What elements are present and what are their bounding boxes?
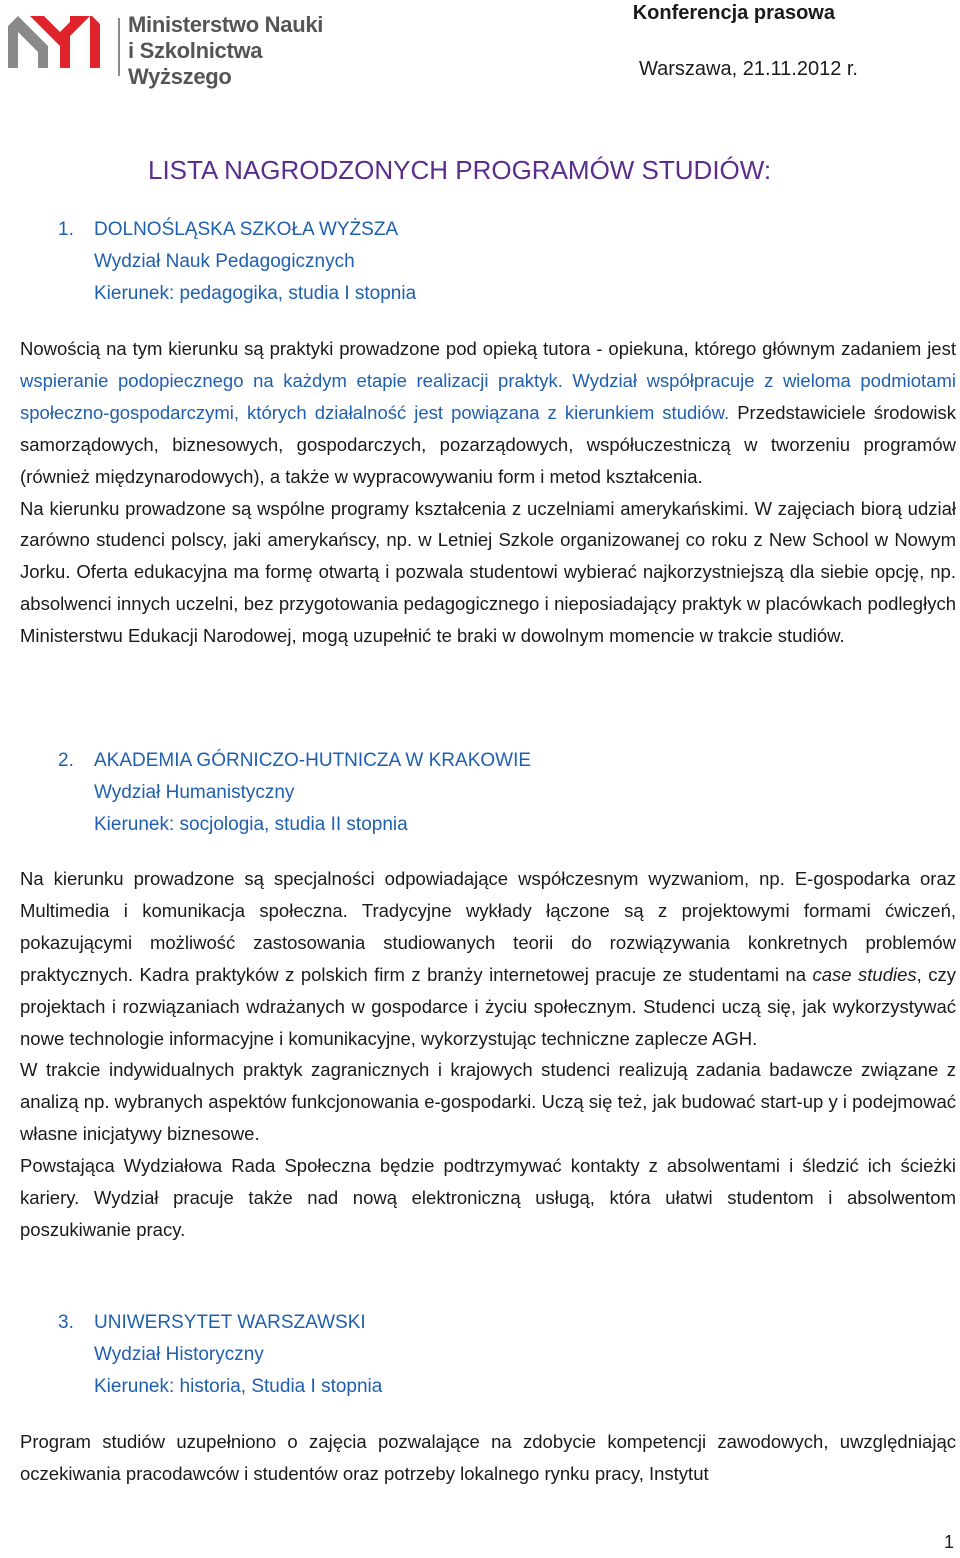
paragraph-text: Przedstawiciele środowisk samorządowych, biznesowych, gospodarczych, pozarządowych, współuczestniczą w tworzeniu programów (również międzynarodowych), a także w wypracowywaniu form i metod kształcenia. (20, 401, 957, 487)
document-title: LISTA NAGRODZONYCH PROGRAMÓW STUDIÓW: (148, 155, 772, 185)
program-heading-3 (58, 1307, 382, 1403)
university-name: AKADEMIA GÓRNICZO-HUTNICZA W KRAKOWIE (94, 750, 532, 771)
press-date: Warszawa, 21.11.2012 r. (638, 58, 858, 80)
paragraph-italic: case studies (812, 963, 917, 985)
program-heading-2 (58, 745, 531, 841)
logo-line-1: Ministerstwo Nauki (128, 12, 324, 37)
press-title: Konferencja prasowa (632, 2, 835, 24)
paragraph-text-blue: wspieranie podopiecznego na każdym etapie realizacji praktyk. Wydział współpracuje z wieloma podmiotami społeczno-gospodarczymi, których działalność jest powiązana z kierunkiem studiów. (20, 369, 956, 423)
logo-separator (118, 18, 120, 76)
logo-line-2: i Szkolnictwa Wyższego (128, 38, 263, 89)
ministry-logo-icon (8, 16, 108, 68)
paragraph-text: Nowością na tym kierunku są praktyki prowadzone pod opieką tutora - opiekuna, którego głównym zadaniem jest (20, 338, 956, 359)
program-number: 2. (58, 750, 74, 771)
paragraph-text: Na kierunku prowadzone są specjalności odpowiadające współczesnym wyzwaniom, np. E-gospodarka oraz Multimedia i komunikacja społeczna. Tradycyjne wykłady łączone są z projektowymi formami ćwiczeń, pokazującymi możliwość zastosowania studiowanych teorii do rozwiązywania konkretnych problemów praktycznych. Kadra praktyków z polskich firm z branży internetowej pracuje ze studentami na (20, 868, 956, 985)
program-description-3 (20, 1426, 956, 1490)
faculty-name: Wydział Historyczny (94, 1344, 264, 1365)
paragraph: Na kierunku prowadzone są wspólne programy kształcenia z uczelniami amerykańskimi. W zajęciach biorą udział zarówno studenci polscy, jaki amerykańscy, np. w Letniej Szkole organizowanej co roku z New School w Nowym Jorku. Oferta edukacyjna ma formę otwartą i pozwala studentowi wybierać najkorzystniejszą dla siebie opcję, np. absolwenci innych uczelni, bez przygotowania pedagogicznego i nieposiadający praktyk w placówkach podległych Ministerstwu Edukacji Narodowej, mogą uzupełnić te braki w dowolnym momencie w trakcie studiów. (20, 497, 956, 647)
paragraph (20, 863, 956, 1054)
course-name: Kierunek: pedagogika, studia I stopnia (94, 283, 417, 304)
program-description-1 (20, 333, 956, 652)
page-number: 1 (943, 1532, 954, 1552)
course-name: Kierunek: socjologia, studia II stopnia (94, 814, 408, 835)
faculty-name: Wydział Nauk Pedagogicznych (94, 251, 355, 272)
university-name: UNIWERSYTET WARSZAWSKI (94, 1312, 366, 1333)
program-heading-1 (58, 214, 416, 310)
university-name: DOLNOŚLĄSKA SZKOŁA WYŻSZA (94, 219, 399, 240)
paragraph: W trakcie indywidualnych praktyk zagranicznych i krajowych studenci realizują zadania badawcze związane z analizą np. wybranych aspektów funkcjonowania e-gospodarki. Uczą się też, jak budować start-up y i podejmować własne inicjatywy biznesowe. (20, 1059, 956, 1145)
course-name: Kierunek: historia, Studia I stopnia (94, 1376, 383, 1397)
paragraph (20, 333, 956, 493)
paragraph: Program studiów uzupełniono o zajęcia pozwalające na zdobycie kompetencji zawodowych, uwzględniając oczekiwania pracodawców i studentów oraz potrzeby lokalnego rynku pracy, Instytut (20, 1431, 956, 1484)
ministry-logo (8, 10, 368, 89)
logo-text (128, 12, 368, 90)
paragraph: Powstająca Wydziałowa Rada Społeczna będzie podtrzymywać kontakty z absolwentami i śledzić ich ścieżki kariery. Wydział pracuje także nad nową elektroniczną usługą, która ułatwi studentom i absolwentom poszukiwanie pracy. (20, 1155, 956, 1240)
paragraph-text: , czy projektach i rozwiązaniach wdrażanych w gospodarce i życiu społecznym. Studenci uczą się, jak wykorzystywać nowe technologie informacyjne i komunikacyjne, wykorzystując techniczne zaplecze AGH. (20, 963, 956, 1049)
faculty-name: Wydział Humanistyczny (94, 782, 295, 803)
program-number: 1. (58, 219, 74, 240)
program-number: 3. (58, 1312, 74, 1333)
program-description-2 (20, 863, 956, 1246)
